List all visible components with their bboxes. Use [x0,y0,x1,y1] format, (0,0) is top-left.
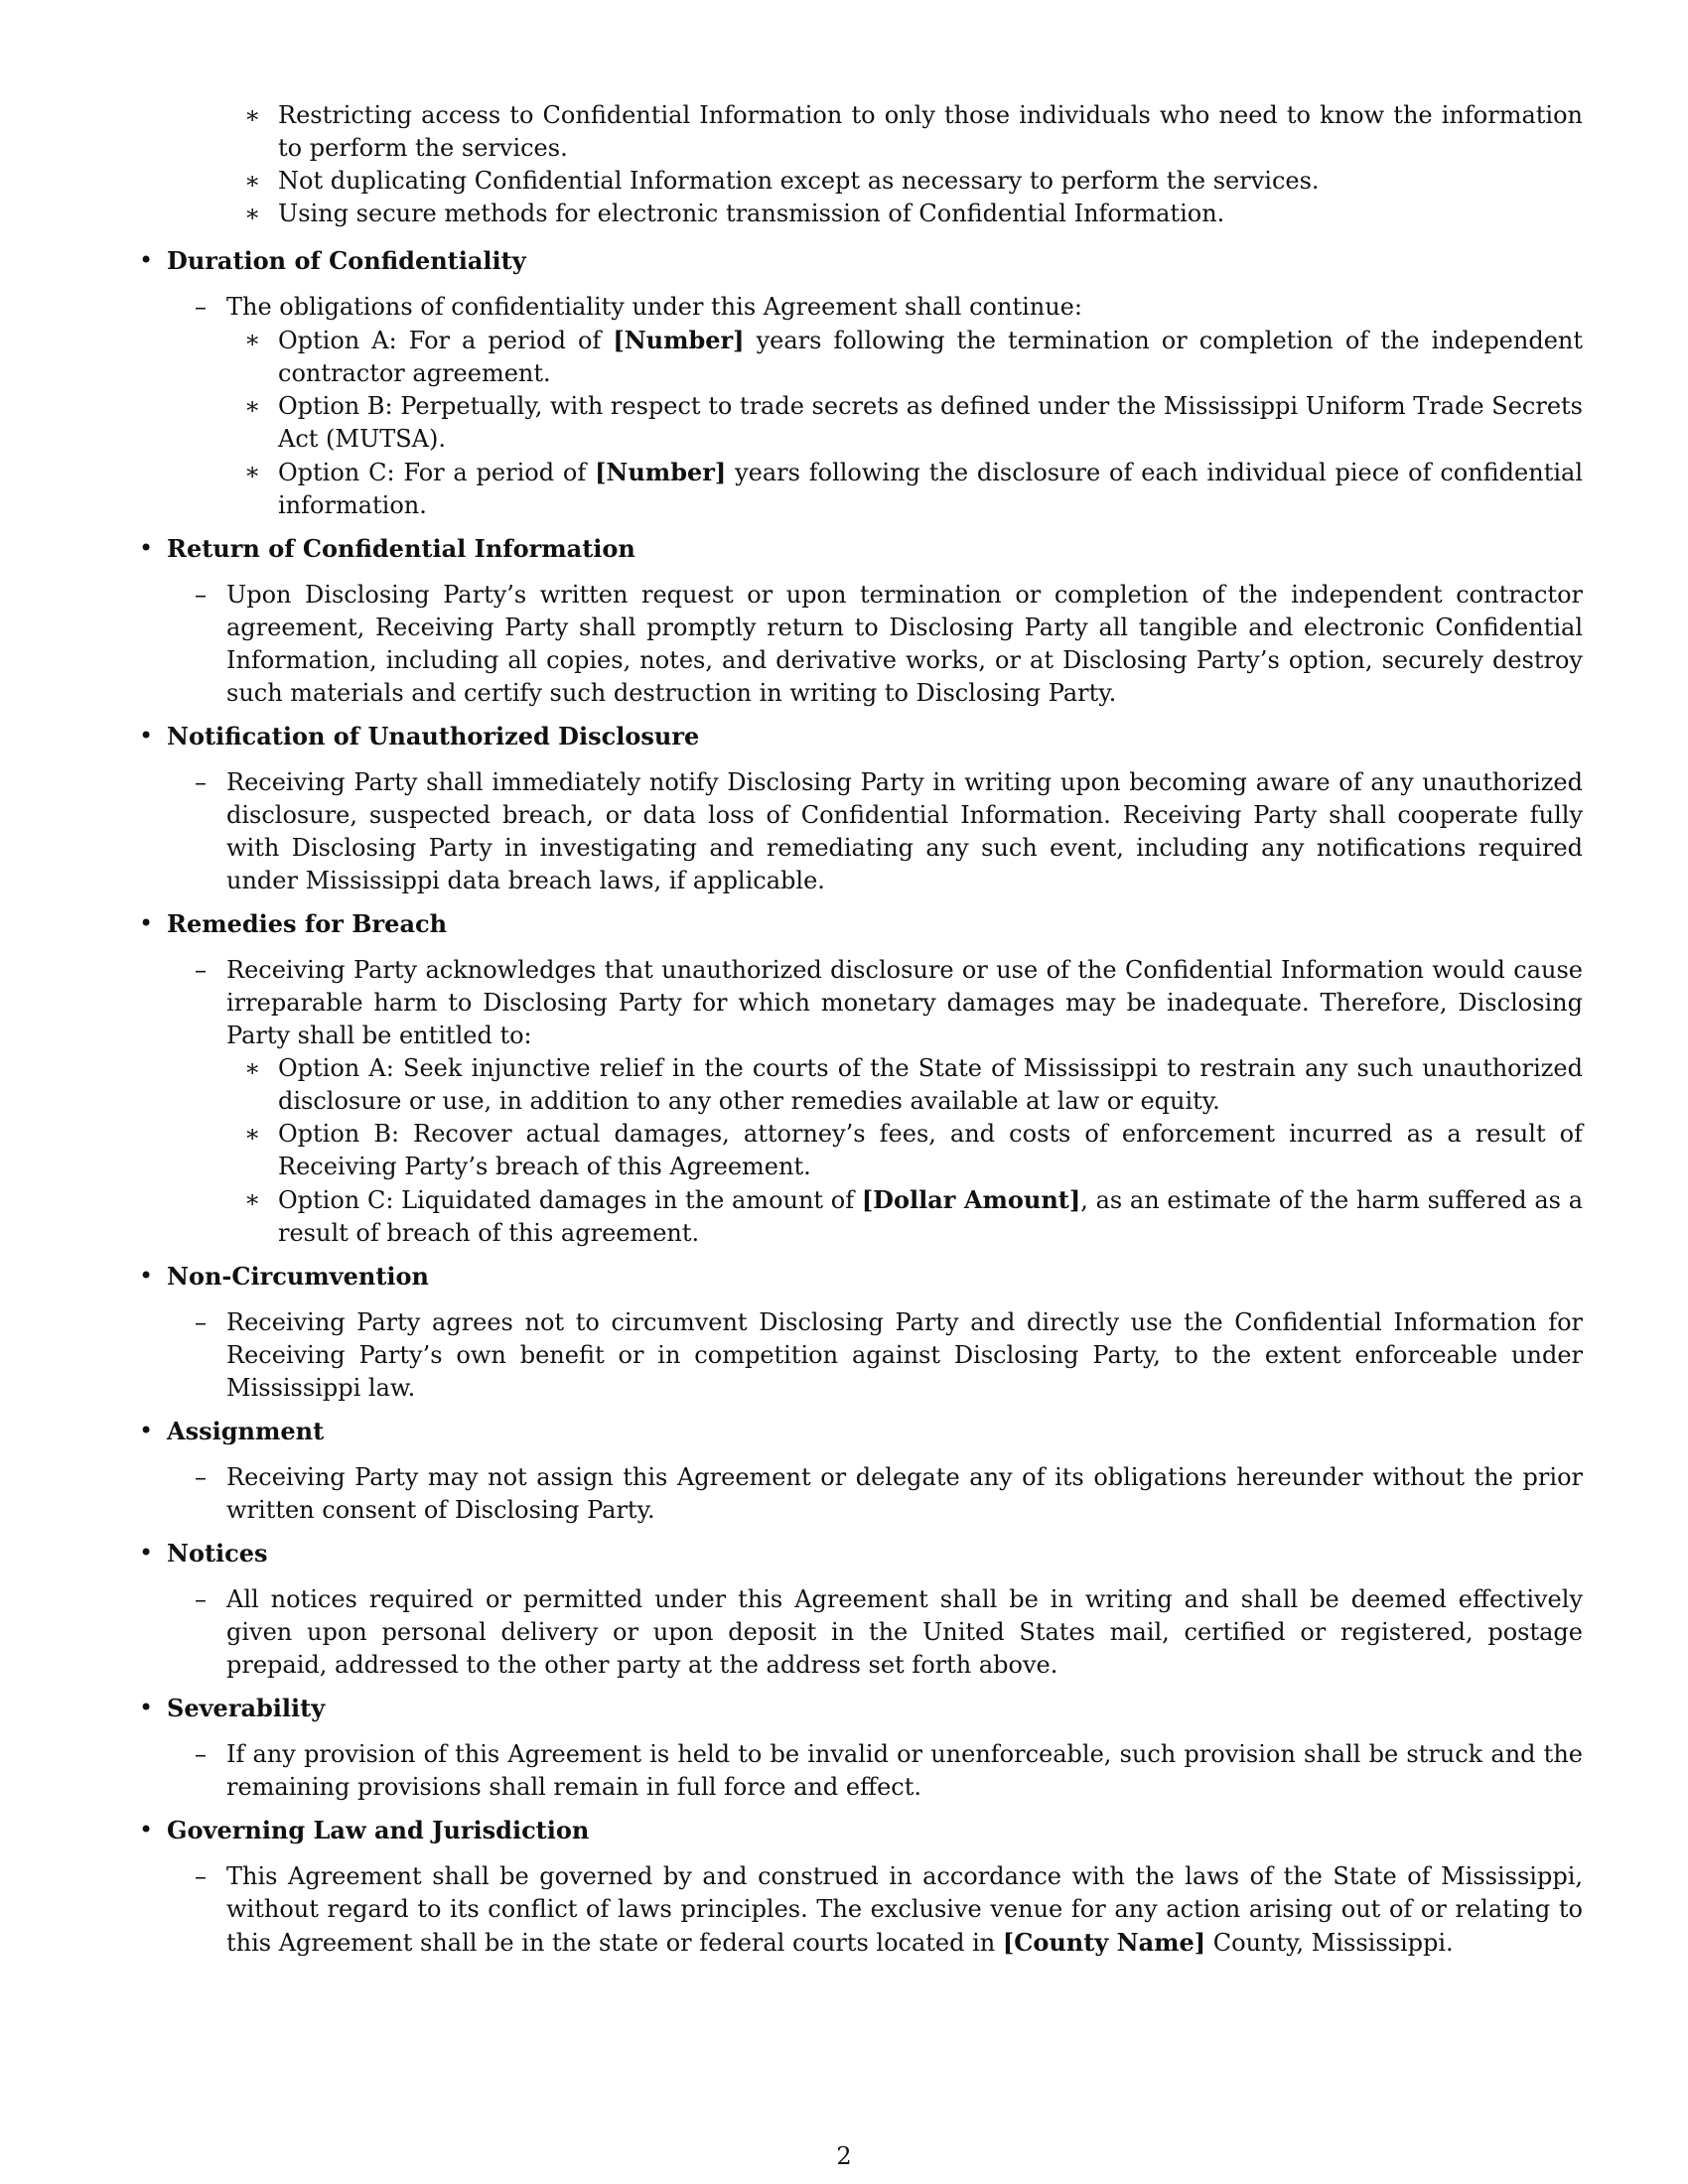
option-item: ∗ Option B: Recover actual damages, attorney’s fees, and costs of enforcement incurred as a result of Receiving Party’s breach of this Agreement. [226,1118,1583,1183]
section-text: – Receiving Party may not assign this Agreement or delegate any of its obligations hereunder without the prior written consent of Disclosing Party. [167,1461,1583,1527]
section-assignment [133,1415,1583,1527]
section-heading: • Return of Confidential Information [167,534,635,563]
duration-intro: The obligations of confidentiality under this Agreement shall continue: [226,293,1082,321]
section-text [167,954,1583,1250]
section-notices [133,1537,1583,1682]
option-item [226,1183,1583,1250]
section-text: – Upon Disclosing Party’s written request or upon termination or completion of the independent contractor agreement, Receiving Party shall promptly return to Disclosing Party all tangible and electronic Confidential Information, including all copies, notes, and derivative works, or at Disclosing Party’s option, securely destroy such materials and certify such destruction in writing to Disclosing Party. [167,579,1583,710]
section-text: – All notices required or permitted under this Agreement shall be in writing and shall be deemed effectively given upon personal delivery or upon deposit in the United States mail, certified or registered, postage prepaid, addressed to the other party at the address set forth above. [167,1583,1583,1682]
list-item: ∗ Using secure methods for electronic transmission of Confidential Information. [133,198,1583,230]
section-list [133,244,1583,1960]
document-body [133,99,1583,1970]
option-text: Option A: For a period of [278,327,614,354]
option-text: years following the disclosure of each individual piece of confidential information. [278,459,1583,519]
continued-sublist [133,99,1583,230]
list-item: ∗ Not duplicating Confidential Information except as necessary to perform the services. [133,165,1583,198]
section-remedies [133,907,1583,1250]
section-notification [133,720,1583,897]
section-heading: • Duration of Confidentiality [167,246,526,275]
section-non-circumvention [133,1260,1583,1405]
option-text: , as an estimate of the harm suffered as a result of breach of this agreement. [278,1186,1583,1247]
option-item [226,324,1583,390]
placeholder-field: [County Name] [1002,1928,1206,1957]
section-duration [133,244,1583,522]
option-item [226,456,1583,522]
section-heading: • Assignment [167,1417,325,1445]
clause-text: County, Mississippi. [1205,1929,1454,1957]
section-heading: • Notification of Unauthorized Disclosure [167,722,700,751]
page-number: 2 [836,2142,852,2170]
section-heading: • Remedies for Breach [167,909,448,938]
option-text: years following the termination or completion of the independent contractor agreement. [278,327,1584,387]
option-item: ∗ Option A: Seek injunctive relief in the courts of the State of Mississippi to restrain any such unauthorized disclosure or use, in addition to any other remedies available at law or equity. [226,1052,1583,1118]
placeholder-field: [Dollar Amount] [861,1185,1081,1214]
option-item: ∗ Option B: Perpetually, with respect to trade secrets as defined under the Mississippi Uniform Trade Secrets Act (MUTSA). [226,390,1583,456]
option-text: Option C: Liquidated damages in the amount of [278,1186,862,1214]
section-text [167,1860,1583,1960]
option-text: Option C: For a period of [278,459,596,486]
placeholder-field: [Number] [595,458,727,486]
section-heading: • Non-Circumvention [167,1262,429,1291]
section-governing-law [133,1814,1583,1960]
remedies-intro: Receiving Party acknowledges that unauthorized disclosure or use of the Confidential Information would cause irreparable harm to Disclosing Party for which monetary damages may be inadequate. Therefore, Disclosing Party shall be entitled to: [226,956,1583,1049]
clause-text: This Agreement shall be governed by and construed in accordance with the laws of the State of Mississippi, without regard to its conflict of laws principles. The exclusive venue for any action arising out of or relating to this Agreement shall be in the state or federal courts located in [226,1862,1583,1957]
section-severability [133,1692,1583,1804]
section-heading: • Governing Law and Jurisdiction [167,1816,590,1844]
section-return [133,532,1583,710]
section-text: – Receiving Party shall immediately notify Disclosing Party in writing upon becoming aware of any unauthorized disclosure, suspected breach, or data loss of Confidential Information. Receiving Party shall cooperate fully with Disclosing Party in investigating and remediating any such event, including any notifications required under Mississippi data breach laws, if applicable. [167,766,1583,897]
section-text: – Receiving Party agrees not to circumvent Disclosing Party and directly use the Confidential Information for Receiving Party’s own benefit or in competition against Disclosing Party, to the extent enforceable under Mississippi law. [167,1306,1583,1405]
section-text [167,291,1583,522]
section-heading: • Severability [167,1694,326,1722]
section-text: – If any provision of this Agreement is held to be invalid or unenforceable, such provision shall be struck and the remaining provisions shall remain in full force and effect. [167,1738,1583,1804]
list-item: ∗ Restricting access to Confidential Information to only those individuals who need to know the information to perform the services. [133,99,1583,165]
section-heading: • Notices [167,1539,268,1568]
placeholder-field: [Number] [613,326,745,354]
